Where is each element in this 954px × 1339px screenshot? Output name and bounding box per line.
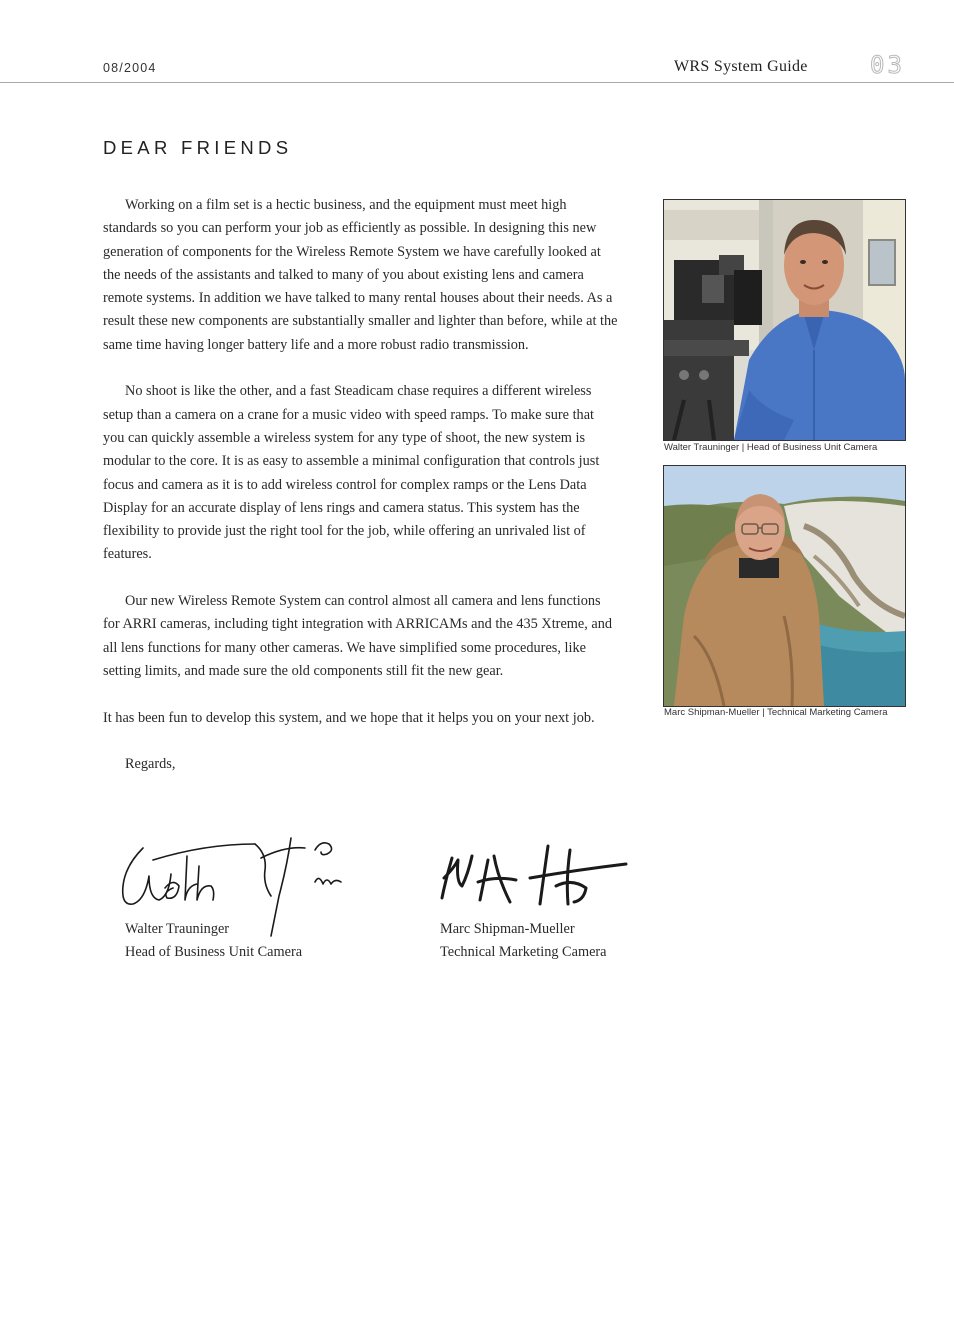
photo-caption-2: Marc Shipman-Mueller | Technical Marketing Camera [664, 707, 888, 718]
letter-paragraph-4: It has been fun to develop this system, and we hope that it helps you on your next job. [103, 709, 595, 726]
letter-paragraph-2: No shoot is like the other, and a fast Steadicam chase requires a different wireless setup than a camera on a crane for a music video with speed ramps. To make sure that you can quickly assemble a wireless system for any type of shoot, the new system is modular to the core. It is as easy to assemble a minimal configuration that controls just focus and camera as it is to add wireless control for complex ramps or the Lens Data Display for an accurate display of lens rings and camera status. This system has the flexibility to provide just the right tool for the job, while offering an unrivaled list of features. [103, 383, 600, 563]
letter-body [103, 194, 618, 800]
signer-name-1: Walter Trauninger [125, 921, 230, 937]
portrait-photo-walter-trauninger [663, 199, 906, 441]
signer-name-2: Marc Shipman-Mueller [440, 921, 575, 937]
header-title: WRS System Guide [674, 58, 808, 75]
signer-title-2: Technical Marketing Camera [440, 944, 607, 961]
signer-title-1: Head of Business Unit Camera [125, 944, 303, 961]
page-number: 03 [870, 51, 905, 79]
signature-marc-shipman-mueller [436, 838, 636, 918]
letter-paragraph-1: Working on a film set is a hectic business, and the equipment must meet high standards so you can perform your job as efficiently as possible. In designing this new generation of components for the Wireless Remote System we have carefully looked at the needs of the assistants and talked to many of you about existing lens and camera remote systems. In addition we have talked to many rental houses about their needs. As a result these new components are substantially smaller and lighter than before, while at the same time having longer battery life and a more robust radio transmission. [103, 197, 618, 353]
letter-paragraph-3: Our new Wireless Remote System can control almost all camera and lens functions for ARRI cameras, including tight integration with ARRICAMs and the 435 Xtreme, and all lens functions for many other cameras. We have simplified some procedures, like setting limits, and made sure the old components still fit the new gear. [103, 593, 613, 679]
signer-block-2 [440, 918, 607, 965]
portrait-photo-marc-shipman-mueller [663, 465, 906, 707]
header-date: 08/2004 [103, 61, 157, 75]
letter-closing: Regards, [125, 756, 176, 773]
page-title: DEAR FRIENDS [103, 137, 293, 158]
header-divider [0, 82, 954, 83]
photo-caption-1: Walter Trauninger | Head of Business Unit Camera [664, 442, 878, 453]
signer-block-1 [125, 918, 302, 965]
